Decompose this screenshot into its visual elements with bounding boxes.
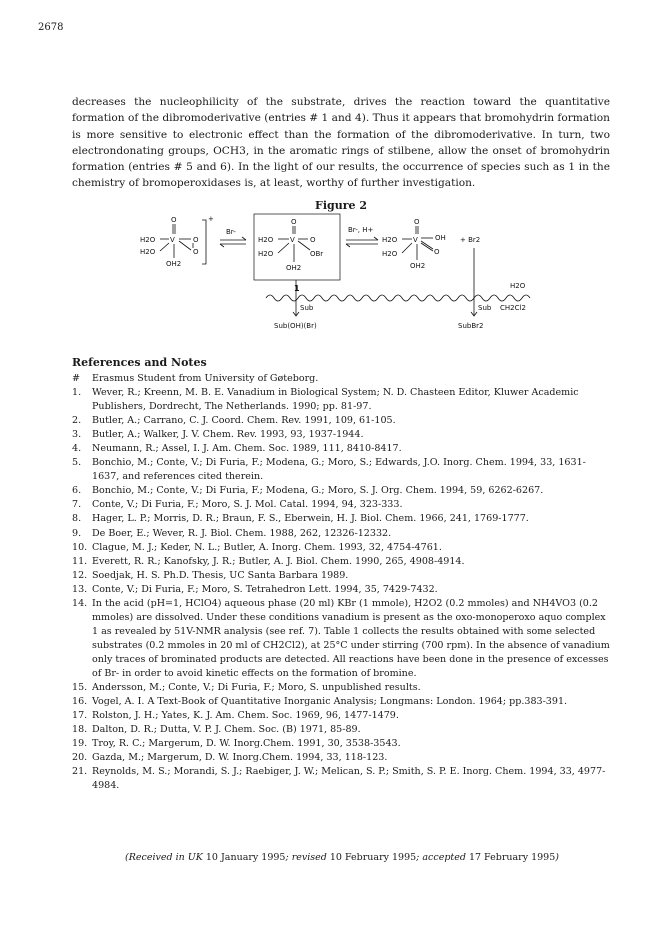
received-date: 10 January 1995 (205, 852, 286, 863)
reference-item (72, 569, 612, 583)
reference-item (72, 751, 612, 765)
reference-mark: 18. (72, 724, 88, 736)
fig-plus-br2: + Br2 (460, 236, 481, 244)
reference-item (72, 541, 612, 555)
fig-h2o-phase: H2O (510, 282, 526, 290)
reference-mark: 15. (72, 682, 88, 694)
reference-mark: 17. (72, 710, 88, 722)
fig-br-minus: Br- (226, 228, 236, 236)
fig-o-mid: O (291, 218, 297, 226)
reference-text: Rolston, J. H.; Yates, K. J. Am. Chem. Soc. 1969, 96, 1477-1479. (92, 710, 399, 722)
reference-mark: 21. (72, 766, 88, 778)
reference-item (72, 555, 612, 569)
reference-mark: 8. (72, 513, 82, 525)
reference-mark: 20. (72, 752, 88, 764)
reference-text: Dalton, D. R.; Dutta, V. P. J. Chem. Soc. (B) 1971, 85-89. (92, 724, 361, 736)
fig-o-left: O (171, 216, 177, 224)
fig-ch2cl2-phase: CH2Cl2 (500, 304, 526, 312)
reference-item (72, 527, 612, 541)
fig-br-h: Br-, H+ (348, 226, 374, 234)
reference-mark: # (72, 373, 80, 384)
reference-item (72, 498, 612, 512)
fig-product-2: SubBr2 (458, 322, 484, 330)
reference-mark: 13. (72, 583, 88, 595)
reference-item (72, 428, 612, 442)
received-prefix: (Received in UK (125, 852, 206, 863)
fig-sub-right: Sub (478, 304, 492, 312)
received-suffix: ) (555, 852, 559, 863)
reference-text: In the acid (pH=1, HClO4) aqueous phase (20 ml) KBr (1 mmole), H2O2 (0.2 mmoles) and NH4VO3 (0.2 mmoles) are dissolved. Under these conditions vanadium is present as the oxo-monoperoxo aquo complex 1 as revealed by 51V-NMR analysis (see ref. 7). Table 1 collects the results obtained with some selected substrates (0.2 mmoles in 20 ml of CH2Cl2), at 25°C under stirring (700 rpm). In the absence of vanadium only traces of brominated products are detected. All reactions have been done in the presence of excesses of Br- in order to avoid kinetic effects on the formation of bromine. (92, 597, 610, 679)
reference-item (72, 484, 612, 498)
reference-item (72, 386, 612, 414)
accepted-date: 17 February 1995 (468, 852, 556, 863)
fig-h2o-right-2: H2O (382, 250, 398, 258)
reference-item (72, 737, 612, 751)
fig-v-left: V (170, 236, 175, 244)
reference-mark: 1. (72, 387, 82, 399)
fig-oh2-mid: OH2 (286, 264, 302, 272)
reference-mark: 5. (72, 457, 82, 469)
fig-o-mid-2: O (310, 236, 316, 244)
reference-text: Wever, R.; Kreenn, M. B. E. Vanadium in Biological System; N. D. Chasteen Editor, Kluwer Academic Publishers, Dordrecht, The Netherlands. 1990; pp. 81-97. (92, 387, 579, 413)
reference-text: Neumann, R.; Assel, I. J. Am. Chem. Soc. 1989, 111, 8410-8417. (92, 443, 402, 455)
reference-text: Soedjak, H. S. Ph.D. Thesis, UC Santa Barbara 1989. (92, 569, 349, 581)
reference-item (72, 583, 612, 597)
references-heading: References and Notes (72, 356, 207, 369)
fig-sub-left: Sub (300, 304, 314, 312)
figure-title: Figure 2 (315, 199, 367, 212)
fig-oh: OH (435, 234, 446, 242)
references-list (72, 372, 612, 793)
fig-obr: OBr (310, 250, 324, 258)
reference-item (72, 597, 612, 681)
reference-mark: 7. (72, 499, 82, 511)
reference-text: Butler, A.; Walker, J. V. Chem. Rev. 1993, 93, 1937-1944. (92, 429, 364, 441)
reference-mark: 6. (72, 485, 82, 497)
reference-mark: 3. (72, 429, 82, 441)
reference-item (72, 765, 612, 793)
reference-text: Conte, V.; Di Furia, F.; Moro, S. J. Mol. Catal. 1994, 94, 323-333. (92, 499, 403, 511)
fig-h2o-left-2: H2O (140, 248, 156, 256)
page-number: 2678 (38, 22, 64, 33)
revised-label: ; revised (285, 852, 330, 863)
reference-text: Hager, L. P.; Morris, D. R.; Braun, F. S., Eberwein, H. J. Biol. Chem. 1966, 241, 1769-1777. (92, 513, 529, 525)
reference-text: Gazda, M.; Margerum, D. W. Inorg.Chem. 1994, 33, 118-123. (92, 752, 388, 764)
fig-charge: + (208, 215, 214, 223)
reference-mark: 19. (72, 738, 88, 750)
reference-item (72, 442, 612, 456)
reference-mark: 2. (72, 415, 82, 427)
reference-mark: 11. (72, 555, 88, 567)
reference-text: Vogel, A. I. A Text-Book of Quantitative Inorganic Analysis; Longmans: London. 1964; pp.383-391. (92, 696, 568, 708)
reference-text: De Boer, E.; Wever, R. J. Biol. Chem. 1988, 262, 12326-12332. (92, 527, 392, 539)
fig-v-right: V (413, 236, 418, 244)
reference-text: Butler, A.; Carrano, C. J. Coord. Chem. Rev. 1991, 109, 61-105. (92, 415, 396, 427)
accepted-label: ; accepted (416, 852, 469, 863)
fig-oh2-left: OH2 (166, 260, 182, 268)
fig-o-left-2: O (193, 236, 199, 244)
fig-o-right-2: O (434, 248, 440, 256)
reference-text: Andersson, M.; Conte, V.; Di Furia, F.; Moro, S. unpublished results. (92, 682, 421, 694)
reference-mark: 4. (72, 443, 82, 455)
reference-text: Bonchio, M.; Conte, V.; Di Furia, F.; Modena, G.; Moro, S.; Edwards, J.O. Inorg. Chem. 1994, 33, 1631-1637, and references cited therein. (92, 457, 586, 483)
reference-text: Erasmus Student from University of Gøteborg. (92, 373, 319, 384)
reference-text: Troy, R. C.; Margerum, D. W. Inorg.Chem. 1991, 30, 3538-3543. (92, 738, 401, 750)
received-dates (72, 852, 612, 863)
fig-o-right: O (414, 218, 420, 226)
body-paragraph: decreases the nucleophilicity of the substrate, drives the reaction toward the quantitative formation of the dibromoderivative (entries # 1 and 4). Thus it appears that bromohydrin formation is more sensitive to electronic effect than the formation of the dibromoderivative. In turn, two electrondonating groups, OCH3, in the aromatic rings of stilbene, allow the onset of bromohydrin formation (entries # 5 and 6). In the light of our results, the occurrence of species such as 1 in the chemistry of bromoperoxidases is, at least, worthy of further investigation. (72, 96, 610, 190)
reference-item (72, 512, 612, 526)
fig-v-mid: V (290, 236, 295, 244)
phase-interface (266, 295, 530, 301)
revised-date: 10 February 1995 (329, 852, 417, 863)
reference-text: Clague, M. J.; Keder, N. L.; Butler, A. Inorg. Chem. 1993, 32, 4754-4761. (92, 541, 442, 553)
reference-mark: 14. (72, 597, 88, 609)
reference-mark: 16. (72, 696, 88, 708)
fig-oh2-right: OH2 (410, 262, 426, 270)
fig-h2o-left-1: H2O (140, 236, 156, 244)
reference-item (72, 456, 612, 484)
fig-product-1: Sub(OH)(Br) (274, 322, 317, 330)
reference-mark: 10. (72, 541, 88, 553)
reference-item (72, 681, 612, 695)
reference-text: Reynolds, M. S.; Morandi, S. J.; Raebiger, J. W.; Melican, S. P.; Smith, S. P. E. Inorg. Chem. 1994, 33, 4977-4984. (92, 766, 606, 792)
fig-compound-number: 1 (294, 284, 300, 293)
fig-h2o-right-1: H2O (382, 236, 398, 244)
fig-o-left-3: O (193, 248, 199, 256)
reaction-scheme (138, 212, 536, 332)
fig-h2o-mid-1: H2O (258, 236, 274, 244)
reference-text: Conte, V.; Di Furia, F.; Moro, S. Tetrahedron Lett. 1994, 35, 7429-7432. (92, 583, 438, 595)
reference-mark: 12. (72, 569, 88, 581)
reference-item (72, 372, 612, 386)
reference-mark: 9. (72, 527, 82, 539)
reference-item (72, 723, 612, 737)
reference-item (72, 414, 612, 428)
reference-item (72, 695, 612, 709)
fig-h2o-mid-2: H2O (258, 250, 274, 258)
reference-item (72, 709, 612, 723)
reference-text: Bonchio, M.; Conte, V.; Di Furia, F.; Modena, G.; Moro, S. J. Org. Chem. 1994, 59, 6262-6267. (92, 485, 544, 497)
reference-text: Everett, R. R.; Kanofsky, J. R.; Butler, A. J. Biol. Chem. 1990, 265, 4908-4914. (92, 555, 465, 567)
